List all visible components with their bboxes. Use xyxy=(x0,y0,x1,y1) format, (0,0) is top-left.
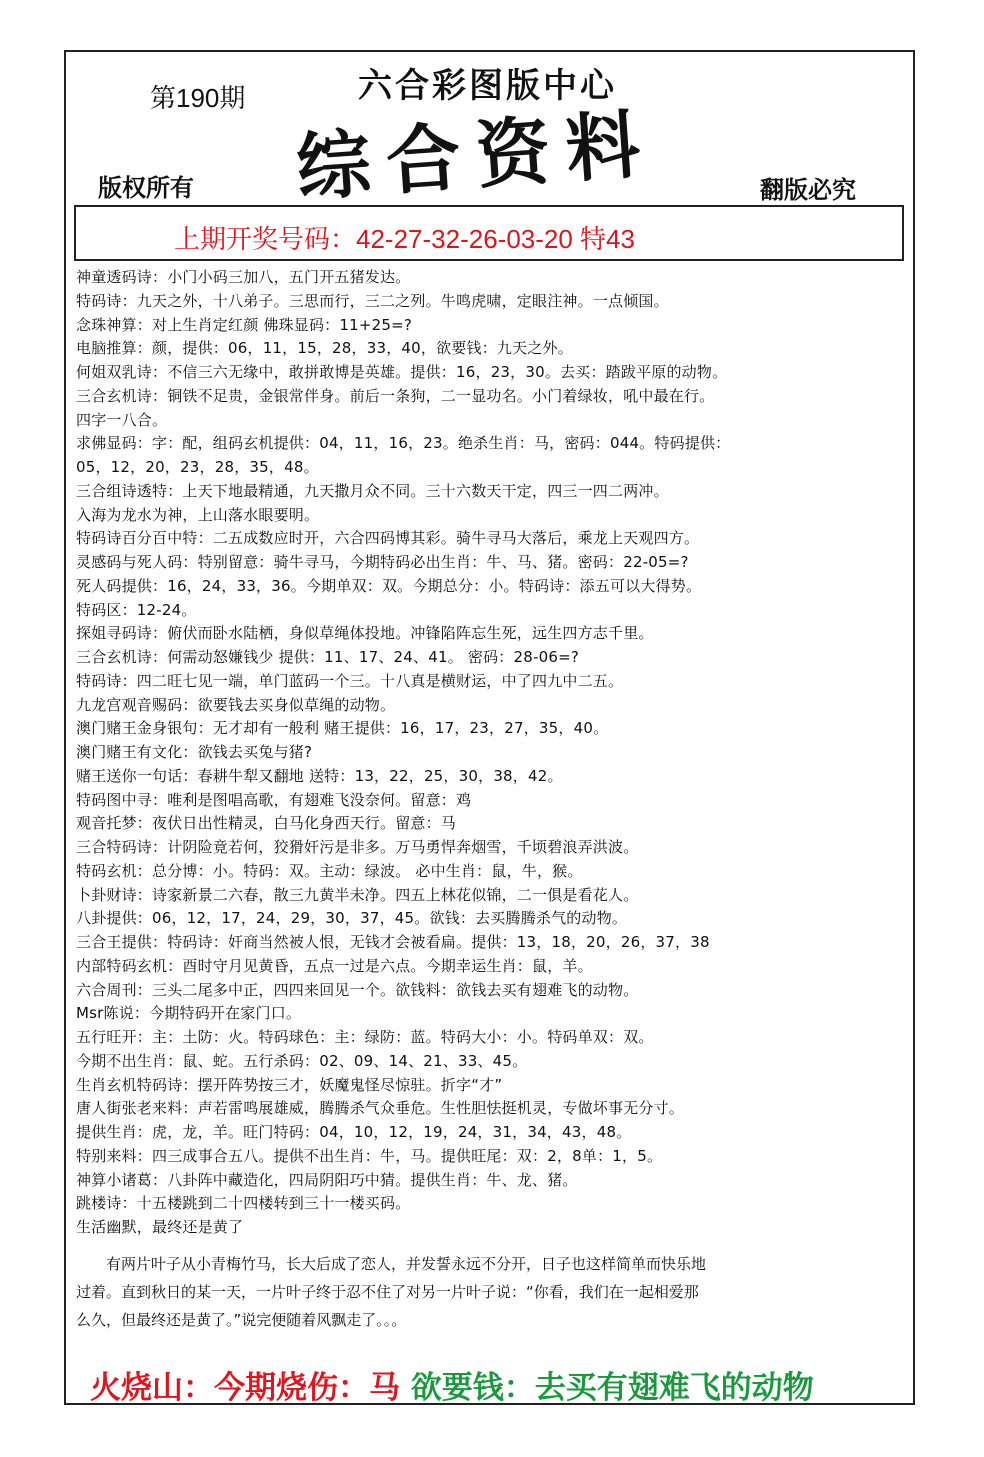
info-line: 跳楼诗：十五楼跳到二十四楼转到三十一楼买码。 xyxy=(76,1194,411,1213)
info-line: 生肖玄机特码诗：摆开阵势按三才，妖魔鬼怪尽惊驻。折字“才” xyxy=(76,1075,503,1094)
info-line: 05，12，20，23，28，35，48。 xyxy=(76,458,319,476)
info-line: 今期不出生肖：鼠、蛇。五行杀码：02、09、14、21、33、45。 xyxy=(76,1051,528,1070)
info-line: 特码诗百分百中特：二五成数应时开，六合四码博其彩。骑牛寻马大落后，乘龙上天观四方。 xyxy=(76,529,700,548)
info-line: 特码诗：四二旺七见一端，单门蓝码一个三。十八真是横财运，中了四九中二五。 xyxy=(76,671,624,690)
info-line: 五行旺开：主：土防：火。特码球色：主：绿防：蓝。特码大小：小。特码单双：双。 xyxy=(76,1028,654,1046)
info-line: 神算小诸葛：八卦阵中藏造化，四局阴阳巧中猜。提供生肖：牛、龙、猪。 xyxy=(76,1170,578,1189)
info-line: 三合特码诗：计阴险竟若何，狡猾奸污是非多。万马勇悍奔烟雪，千顷碧浪弄洪波。 xyxy=(76,838,639,856)
info-line: 三合组诗透特：上天下地最精通，九天撒月众不同。三十六数天干定，四三一四二两冲。 xyxy=(76,481,669,500)
info-line: 赌王送你一句话：春耕牛犁又翻地 送特：13，22，25，30，38，42。 xyxy=(76,766,563,785)
copyright-right: 翻版必究 xyxy=(760,175,856,204)
info-line: 提供生肖：虎，龙，羊。旺门特码：04，10，12，19，24，31，34，43，48。 xyxy=(76,1123,632,1141)
center-title: 六合彩图版中心 xyxy=(358,66,617,106)
info-line: 灵感码与死人码：特别留意：骑牛寻马，今期特码必出生肖：牛、马、猪。密码：22-05=? xyxy=(76,553,689,571)
info-line: 特码图中寻：唯利是图唱高歌，有翅难飞没奈何。留意：鸡 xyxy=(76,790,472,809)
info-line: 特码区：12-24。 xyxy=(76,600,197,619)
info-line: 特码玄机：总分博：小。特码：双。主动：绿波。 必中生肖：鼠，牛，猴。 xyxy=(76,861,583,880)
info-line: 九龙宫观音赐码：欲要钱去买身似草绳的动物。 xyxy=(76,695,396,714)
info-line: 内部特码玄机：酉时守月见黄昏，五点一过是六点。今期幸运生肖：鼠，羊。 xyxy=(76,956,593,975)
info-line: 六合周刊：三头二尾多中正，四四来回见一个。欲钱料：欲钱去买有翅难飞的动物。 xyxy=(76,980,639,999)
info-line: Msr陈说：今期特码开在家门口。 xyxy=(76,1004,302,1023)
story-line: 过着。直到秋日的某一天，一片叶子终于忍不住了对另一片叶子说：“你看，我们在一起相爱那 xyxy=(76,1283,699,1301)
info-line: 澳门赌王有文化：欲钱去买兔与猪? xyxy=(76,743,313,761)
story-line: 有两片叶子从小青梅竹马，长大后成了恋人，并发誓永远不分开，日子也这样简单而快乐地 xyxy=(76,1255,707,1273)
info-line: 特别来料：四三成事合五八。提供不出生肖：牛，马。提供旺尾：双：2，8单：1，5。 xyxy=(76,1146,663,1165)
footer-banner xyxy=(90,1362,814,1407)
info-line: 特码诗：九天之外，十八弟子。三思而行，三二之列。牛鸣虎啸，定眼注神。一点倾国。 xyxy=(76,291,669,310)
info-line: 神童透码诗：小门小码三加八，五门开五猪发达。 xyxy=(76,268,411,286)
info-line: 三合玄机诗：何需动怒嫌钱少 提供：11、17、24、41。 密码：28-06=? xyxy=(76,648,580,666)
story-line: 么久，但最终还是黄了。”说完便随着风飘走了。。。 xyxy=(76,1311,407,1329)
main-title: 综合资料 xyxy=(293,101,659,213)
info-line: 三合王提供：特码诗：奸商当然被人恨，无钱才会被看扁。提供：13，18，20，26，37，38 xyxy=(76,933,710,951)
info-line: 三合玄机诗：铜铁不足贵，金银常伴身。前后一条狗，二一显功名。小门着绿妆，吼中最在行。 xyxy=(76,386,715,405)
info-line: 卜卦财诗：诗家新景二六春，散三九黄半未净。四五上林花似锦，二一俱是看花人。 xyxy=(76,885,639,904)
footer-green-text: 欲要钱：去买有翅难飞的动物 xyxy=(400,1370,814,1406)
info-line: 澳门赌王金身银句：无才却有一般利 赌王提供：16，17，23，27，35，40。 xyxy=(76,719,609,738)
info-line: 念珠神算：对上生肖定红颜 佛珠显码：11+25=? xyxy=(76,315,413,334)
info-line: 电脑推算：颜，提供：06，11，15，28，33，40，欲要钱：九天之外。 xyxy=(76,339,573,358)
info-line: 死人码提供：16，24，33，36。今期单双：双。今期总分：小。特码诗：添五可以大得势。 xyxy=(76,576,702,595)
info-line: 四字一八合。 xyxy=(76,410,168,429)
info-line: 探姐寻码诗：俯伏而卧水陆栖，身似草绳体投地。冲锋陷阵忘生死，远生四方志千里。 xyxy=(76,624,654,643)
info-line: 八卦提供：06，12，17，24，29，30，37，45。欲钱：去买腾腾杀气的动物。 xyxy=(76,909,628,928)
info-line: 入海为龙水为神，上山落水眼要明。 xyxy=(76,505,320,524)
issue-number: 第190期 xyxy=(150,83,246,113)
footer-red-text: 火烧山：今期烧伤：马 xyxy=(90,1370,400,1406)
story-paragraph xyxy=(76,1250,896,1334)
info-line: 观音托梦：夜伏日出性精灵，白马化身西天行。留意：马 xyxy=(76,814,457,833)
result-box xyxy=(74,205,904,261)
info-line: 生活幽默，最终还是黄了 xyxy=(76,1218,244,1236)
info-line: 何姐双乳诗：不信三六无缘中，敢拼敢博是英雄。提供：16，23，30。去买：踏跋平原的动物。 xyxy=(76,363,728,381)
copyright-left: 版权所有 xyxy=(98,173,194,202)
last-draw-result: 上期开奖号码：42-27-32-26-03-20 特43 xyxy=(174,224,635,254)
info-lines xyxy=(76,266,908,1240)
info-line: 求佛显码：字：配，组码玄机提供：04，11，16，23。绝杀生肖：马，密码：044。特码提供： xyxy=(76,434,731,453)
info-line: 唐人街张老来料：声若雷鸣展雄威，腾腾杀气众垂危。生性胆怯挺机灵，专做坏事无分寸。 xyxy=(76,1099,685,1118)
